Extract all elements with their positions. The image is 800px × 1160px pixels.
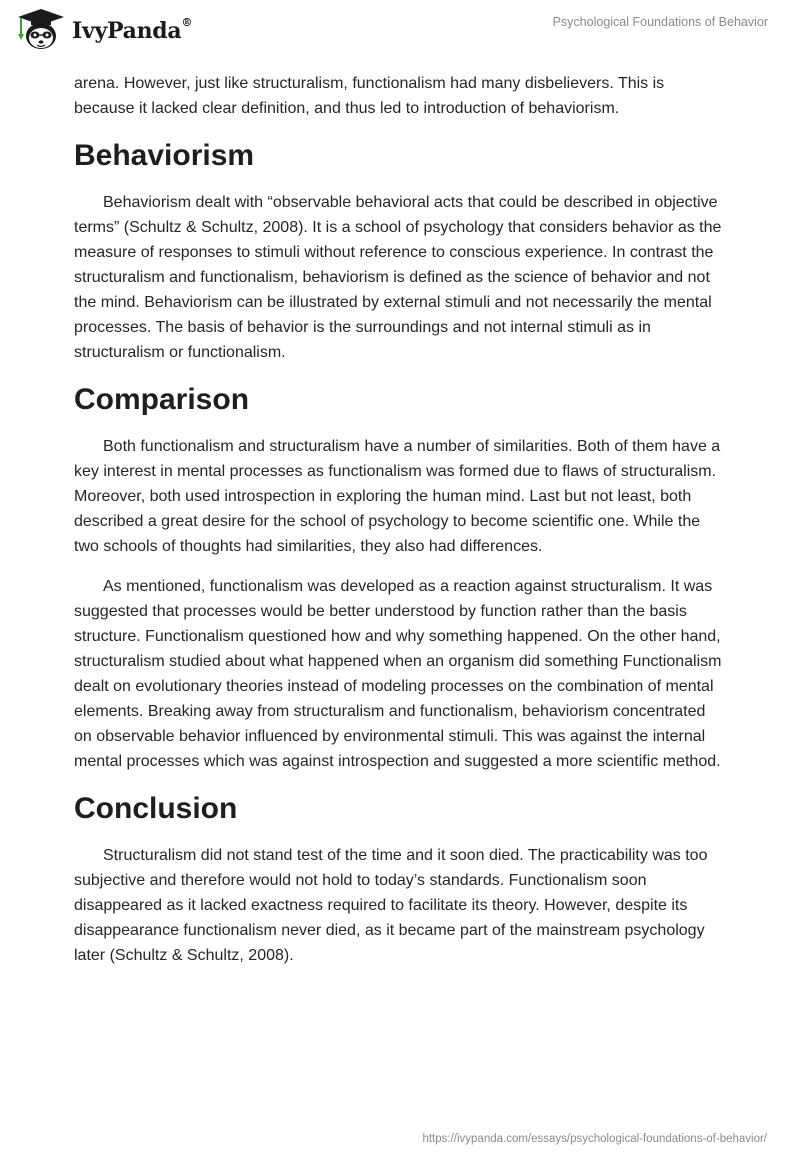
comparison-paragraph-2: As mentioned, functionalism was developed as a reaction against structuralism. It was suggested that processes would be better understood by function rather than the basis structure. Functionalism questioned how and why something happened. On the other hand, structuralism studied about what happened when an organism did something Functionalism dealt on evolutionary theories instead of modeling processes on the combination of mental elements. Breaking away from structuralism and functionalism, behaviorism concentrated on observable behavior influenced by environmental stimuli. This was against the internal mental processes which was against introspection and suggested a more scientific method. xyxy=(74,578,722,770)
page-header xyxy=(0,0,800,60)
section-heading-behaviorism: Behaviorism xyxy=(74,139,255,172)
footer-url-link[interactable]: https://ivypanda.com/essays/psychological-foundations-of-behavior/ xyxy=(422,1133,767,1145)
panda-logo-icon xyxy=(14,8,68,52)
section-heading-conclusion: Conclusion xyxy=(74,792,238,825)
section-heading-comparison: Comparison xyxy=(74,383,250,416)
essay-body xyxy=(74,71,724,983)
brand-name: IvyPanda® xyxy=(72,16,193,44)
document-title: Psychological Foundations of Behavior xyxy=(552,15,768,29)
comparison-paragraph-1: Both functionalism and structuralism have a number of similarities. Both of them have a key interest in mental processes as functionalism was formed due to flaws of structuralism. Moreover, both used introspection in exploring the human mind. Last but not least, both described a great desire for the school of psychology to become scientific one. While the two schools of thoughts had similarities, they also had differences. xyxy=(74,438,721,555)
behaviorism-paragraph: Behaviorism dealt with “observable behavioral acts that could be described in objective terms” (Schultz & Schultz, 2008). It is a school of psychology that considers behavior as the measure of responses to stimuli without reference to conscious experience. In contrast the structuralism and functionalism, behaviorism is defined as the science of behavior and not the mind. Behaviorism can be illustrated by external stimuli and not necessarily the mental processes. The basis of behavior is the surroundings and not internal stimuli as in structuralism or functionalism. xyxy=(74,194,722,361)
intro-paragraph: arena. However, just like structuralism, functionalism had many disbelievers. This is because it lacked clear definition, and thus led to introduction of behaviorism. xyxy=(74,75,665,117)
conclusion-paragraph: Structuralism did not stand test of the time and it soon died. The practicability was too subjective and therefore would not hold to today’s standards. Functionalism soon disappeared as it lacked exactness required to facilitate its theory. However, despite its disappearance functionalism never died, as it became part of the mainstream psychology later (Schultz & Schultz, 2008). xyxy=(74,847,708,964)
brand-logo[interactable] xyxy=(14,8,192,52)
